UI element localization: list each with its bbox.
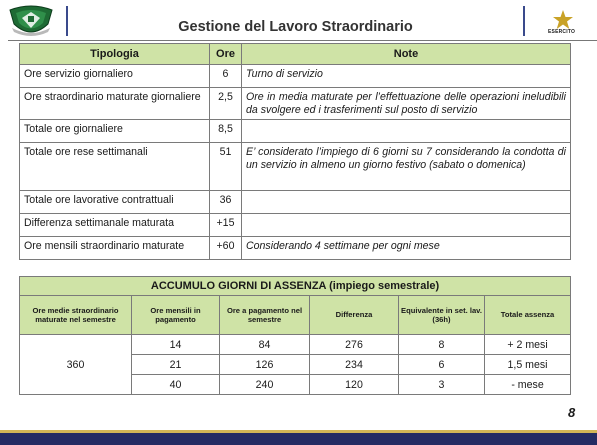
cell-ore: 2,5 (210, 88, 242, 120)
table-title-row (20, 277, 571, 296)
cell-note (242, 191, 571, 214)
header-ore: Ore (210, 44, 242, 65)
header-divider-right (523, 6, 525, 36)
brand-logo-text: ESERCITO (548, 29, 576, 35)
header-tipologia: Tipologia (20, 44, 210, 65)
cell-ore: 51 (210, 143, 242, 191)
cell-note (242, 214, 571, 237)
table-row (20, 88, 571, 120)
cell: - mese (485, 375, 571, 395)
cell: 276 (310, 335, 399, 355)
cell: 120 (310, 375, 399, 395)
cell: 84 (220, 335, 310, 355)
cell-tipologia: Totale ore giornaliere (20, 120, 210, 143)
cell-tipologia: Ore servizio giornaliero (20, 65, 210, 88)
cell-note: Considerando 4 settimane per ogni mese (242, 237, 571, 260)
cell-ore: +60 (210, 237, 242, 260)
cell: 21 (132, 355, 220, 375)
cell-tipologia: Totale ore rese settimanali (20, 143, 210, 191)
cell: 3 (399, 375, 485, 395)
absence-table (19, 276, 571, 395)
cell-ore: +15 (210, 214, 242, 237)
table-row (20, 120, 571, 143)
table-row (20, 65, 571, 88)
crest-icon (8, 4, 54, 38)
header-note: Note (242, 44, 571, 65)
cell-tipologia: Totale ore lavorative contrattuali (20, 191, 210, 214)
footer-bar (0, 433, 597, 445)
cell-ore-medie: 360 (20, 335, 132, 395)
cell-ore: 36 (210, 191, 242, 214)
header-equivalente: Equivalente in set. lav. (36h) (399, 296, 485, 335)
table-row (20, 335, 571, 355)
table-row (20, 191, 571, 214)
table-header-row (20, 296, 571, 335)
cell-tipologia: Ore mensili straordinario maturate (20, 237, 210, 260)
header-ore-mensili: Ore mensili in pagamento (132, 296, 220, 335)
cell-note: Ore in media maturate per l’effettuazione delle operazioni ineludibili da svolgere ed i trasferimenti sul posto di servizio (242, 88, 571, 120)
header-ore-medie: Ore medie straordinario maturate nel semestre (20, 296, 132, 335)
cell-ore: 8,5 (210, 120, 242, 143)
header-ore-pagamento: Ore a pagamento nel semestre (220, 296, 310, 335)
table-row (20, 214, 571, 237)
cell-note: Turno di servizio (242, 65, 571, 88)
header-totale-assenza: Totale assenza (485, 296, 571, 335)
cell-note (242, 120, 571, 143)
cell: 1,5 mesi (485, 355, 571, 375)
header-differenza: Differenza (310, 296, 399, 335)
cell-tipologia: Differenza settimanale maturata (20, 214, 210, 237)
cell: 126 (220, 355, 310, 375)
cell: 6 (399, 355, 485, 375)
cell: 240 (220, 375, 310, 395)
cell: + 2 mesi (485, 335, 571, 355)
cell: 14 (132, 335, 220, 355)
cell-tipologia: Ore straordinario maturate giornaliere (20, 88, 210, 120)
page-title: Gestione del Lavoro Straordinario (178, 19, 413, 35)
cell: 40 (132, 375, 220, 395)
cell-ore: 6 (210, 65, 242, 88)
overtime-table (19, 43, 571, 260)
cell: 8 (399, 335, 485, 355)
absence-table-title: ACCUMULO GIORNI DI ASSENZA (impiego semestrale) (20, 277, 571, 296)
table-row (20, 237, 571, 260)
page-number: 8 (568, 405, 576, 420)
header-rule (8, 40, 597, 41)
cell-note: E’ considerato l’impiego di 6 giorni su 7 considerando la condotta di un servizio in almeno un giorno festivo (sabato o domenica) (242, 143, 571, 191)
table-header-row (20, 44, 571, 65)
table-row (20, 143, 571, 191)
cell: 234 (310, 355, 399, 375)
